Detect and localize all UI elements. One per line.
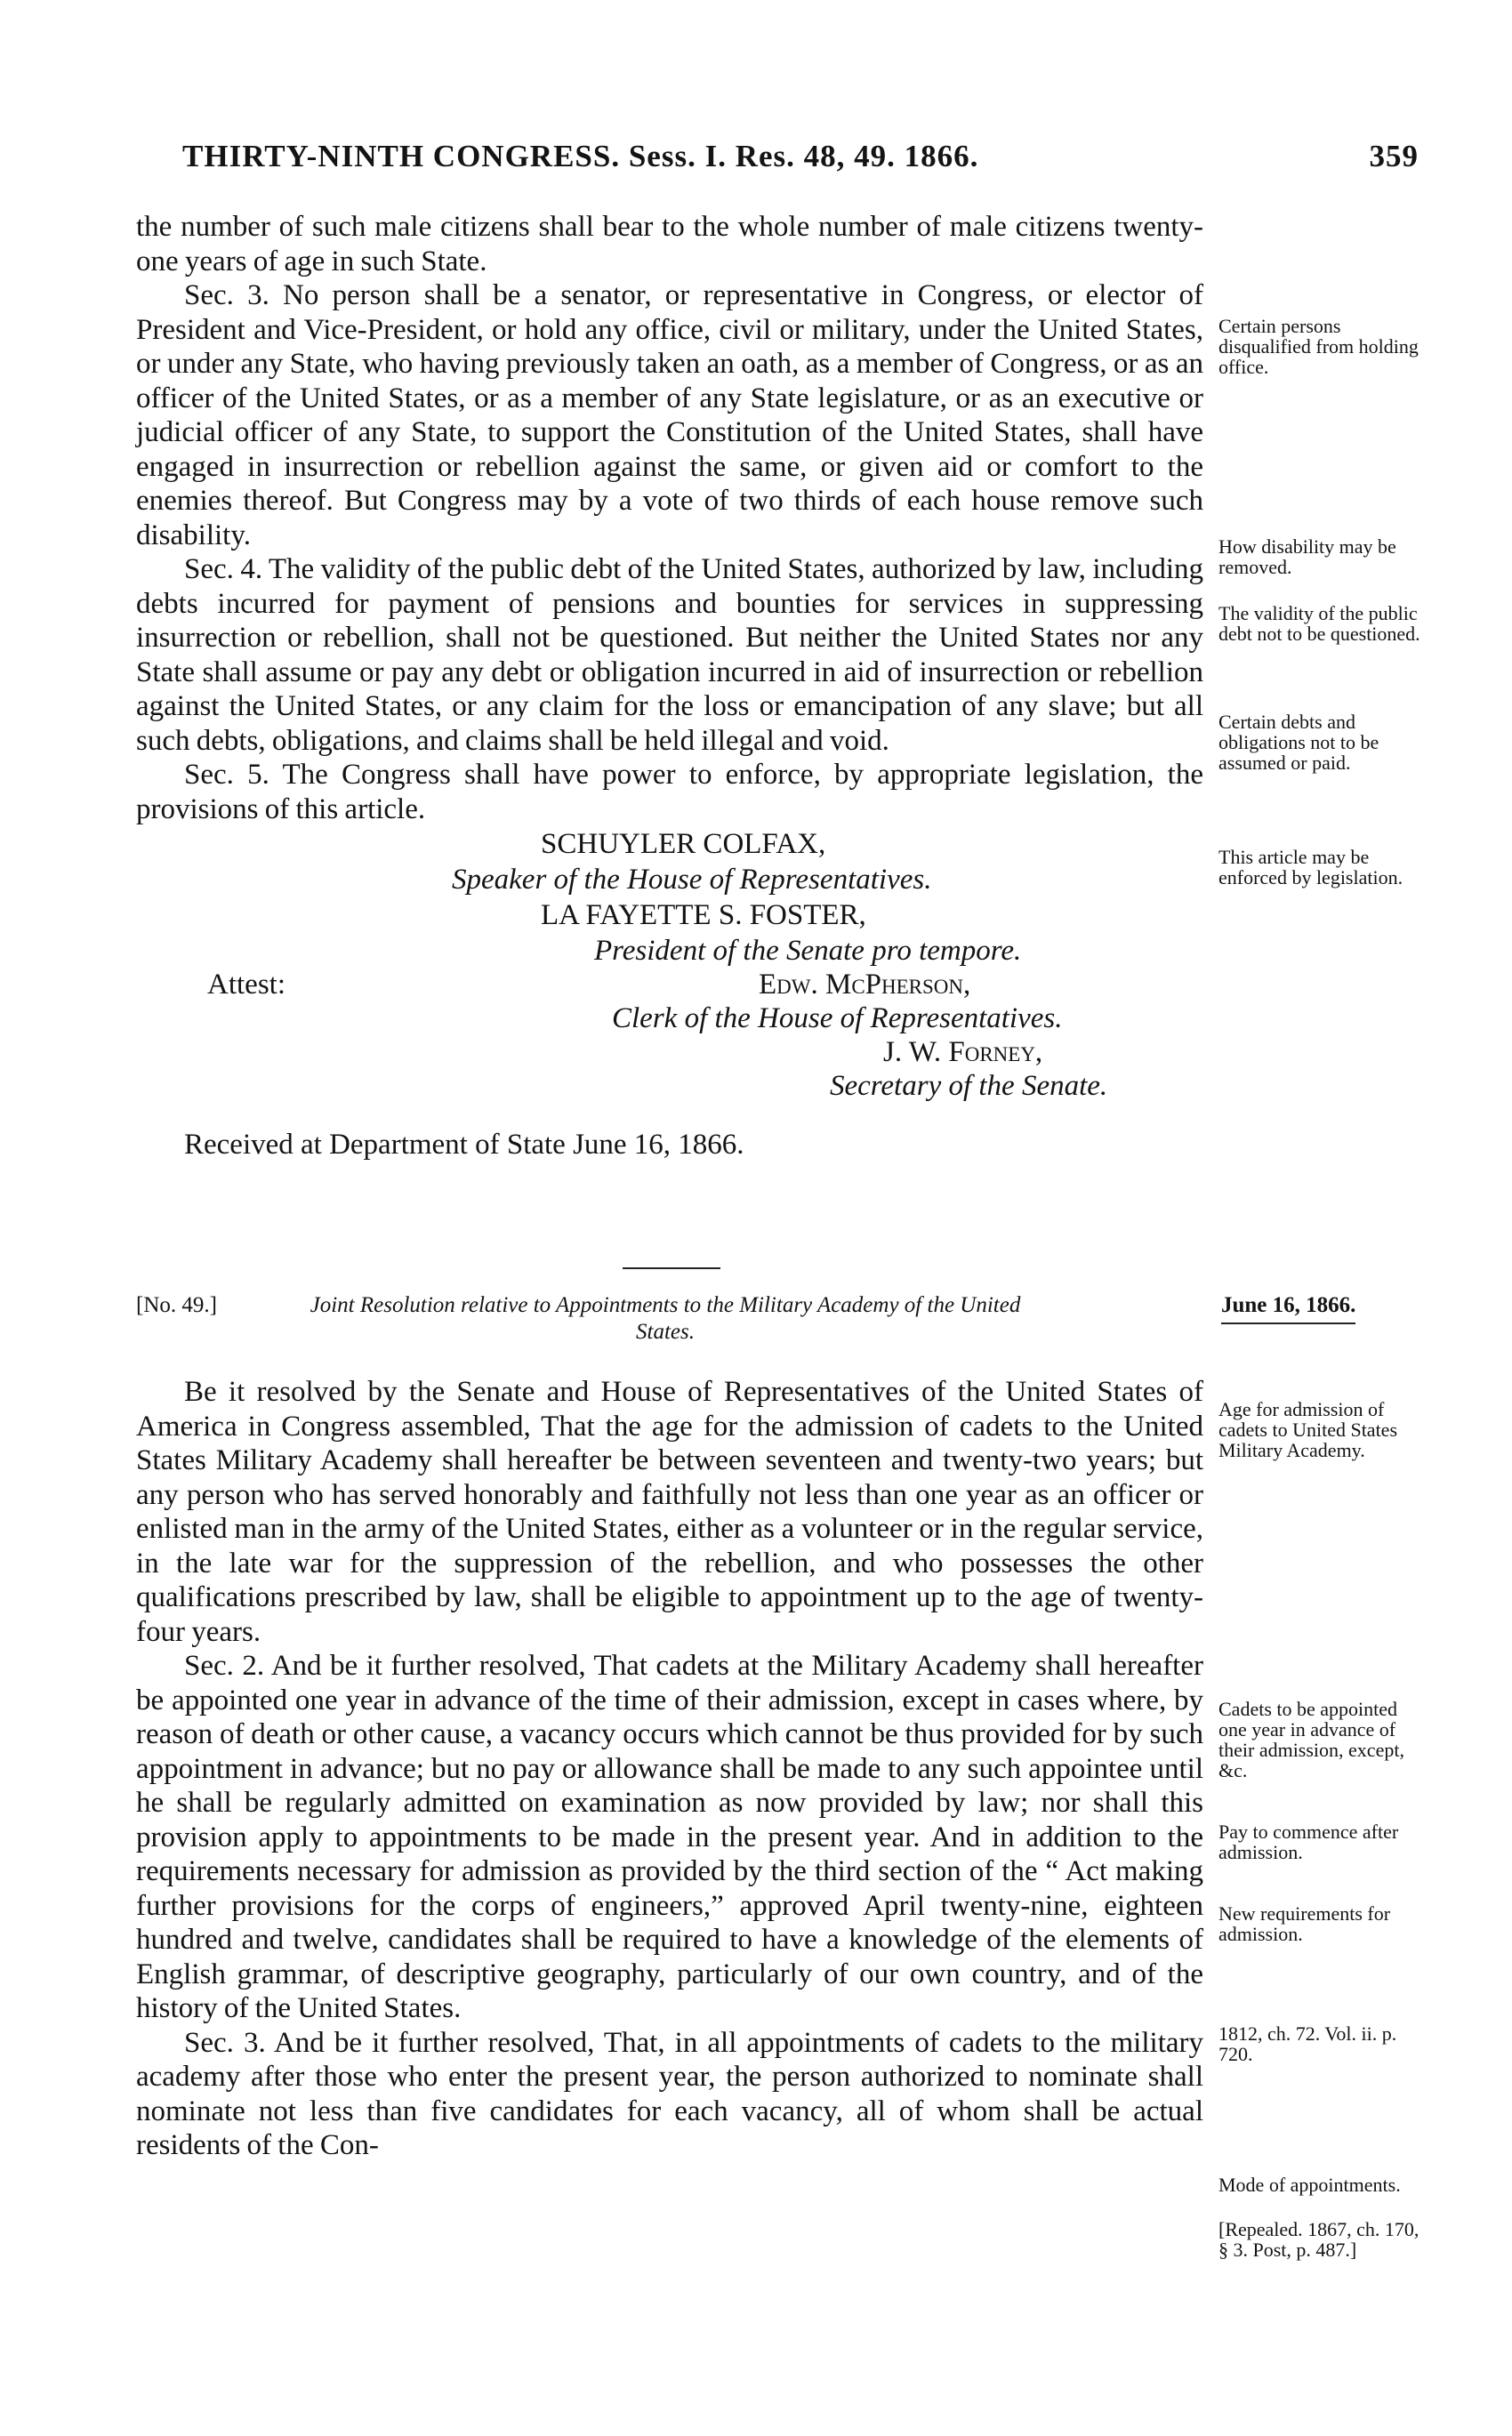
signer-name-colfax: SCHUYLER COLFAX,	[541, 828, 826, 860]
resolution-number: [No. 49.]	[136, 1293, 217, 1317]
resolution-body	[136, 1375, 1203, 2163]
received-line: Received at Department of State June 16, 1866.	[184, 1129, 744, 1161]
signer-title-clerk: Clerk of the House of Representatives.	[612, 1002, 1063, 1034]
running-header	[182, 133, 1419, 187]
margin-note: [Repealed. 1867, ch. 170, § 3. Post, p. 487.]	[1218, 2218, 1420, 2261]
margin-note: Pay to commence after admission.	[1218, 1821, 1399, 1863]
paragraph-continuation: the number of such male citizens shall bear to the whole number of male citizens twenty-one years of age in such State.	[136, 211, 1203, 277]
margin-note: The validity of the public debt not to be questioned.	[1218, 602, 1420, 645]
header-title: THIRTY-NINTH CONGRESS. Sess. I. Res. 48, 49. 1866.	[182, 139, 979, 173]
article-body	[136, 210, 1203, 1162]
paragraph-enacting: Be it resolved by the Senate and House of Representatives of the United States of America in Congress assembled, That the age for the admission of cadets to the United States Military Academy shall hereafter be between seventeen and twenty-two years; but any person who has served honorably and faithfully not less than one year as an officer or enlisted man in the army of the United States, either as a volunteer or in the regular service, in the late war for the suppression of the rebellion, and who possesses the other qualifications prescribed by law, shall be eligible to appointment up to the age of twenty-four years.	[136, 1376, 1203, 1648]
resolution-title: Joint Resolution relative to Appointments to the Military Academy of the United States.	[310, 1293, 1021, 1344]
margin-note: Mode of appointments.	[1218, 2174, 1401, 2196]
signer-name-mcpherson: Edw. McPherson,	[759, 969, 971, 1001]
paragraph-sec-4: Sec. 4. The validity of the public debt of the United States, authorized by law, including debts incurred for payment of pensions and bounties for services in suppressing insurrection or rebellion, shall not be questioned. But neither the United States nor any State shall assume or pay any debt or obligation incurred in aid of insurrection or rebellion against the United States, or any claim for the loss or emancipation of any slave; but all such debts, obligations, and claims shall be held illegal and void.	[136, 553, 1203, 757]
paragraph-sec-5: Sec. 5. The Congress shall have power to enforce, by appropriate legislation, the provisions of this article.	[136, 759, 1203, 825]
page-number: 359	[1369, 139, 1419, 173]
margin-note: Certain debts and obligations not to be assumed or paid.	[1218, 711, 1379, 774]
paragraph-res-sec-3: Sec. 3. And be it further resolved, That, in all appointments of cadets to the military academy after those who enter the present year, the person authorized to nominate shall nominate not less than five candidates for each vacancy, all of whom shall be actual residents of the Con-	[136, 2026, 1203, 2161]
margin-note: Certain persons disqualified from holding office.	[1218, 315, 1419, 378]
margin-note: How disability may be removed.	[1218, 535, 1396, 578]
signer-title-speaker: Speaker of the House of Representatives.	[452, 864, 932, 896]
signer-name-forney: J. W. Forney,	[883, 1036, 1043, 1068]
margin-note: This article may be enforced by legislation.	[1218, 846, 1403, 888]
margin-note: 1812, ch. 72. Vol. ii. p. 720.	[1218, 2022, 1397, 2065]
section-divider	[623, 1267, 720, 1269]
signer-title-secretary: Secretary of the Senate.	[830, 1070, 1108, 1102]
paragraph-sec-3: Sec. 3. No person shall be a senator, or representative in Congress, or elector of President and Vice-President, or hold any office, civil or military, under the United States, or under any State, who having previously taken an oath, as a member of Congress, or as an officer of the United States, or as a member of any State legislature, or as an executive or judicial officer of any State, to support the Constitution of the United States, shall have engaged in insurrection or rebellion against the same, or given aid or comfort to the enemies thereof. But Congress may by a vote of two thirds of each house remove such disability.	[136, 279, 1203, 551]
signer-title-president: President of the Senate pro tempore.	[594, 935, 1022, 967]
margin-note: Age for admission of cadets to United States Military Academy.	[1218, 1398, 1398, 1461]
attest-label: Attest:	[207, 969, 286, 1001]
signature-block	[136, 826, 1203, 1129]
signer-name-foster: LA FAYETTE S. FOSTER,	[541, 899, 866, 931]
margin-note: Cadets to be appointed one year in advance of their admission, except, &c.	[1218, 1698, 1404, 1781]
paragraph-res-sec-2: Sec. 2. And be it further resolved, That cadets at the Military Academy shall hereafter be appointed one year in advance of the time of their admission, except in cases where, by reason of death or other cause, a vacancy occurs which cannot be thus provided for by such appointment in advance; but no pay or allowance shall be made to any such appointee until he shall be regularly admitted on examination as now provided by law; nor shall this provision apply to appointments to be made in the present year. And in addition to the requirements necessary for admission as provided by the third section of the “ Act making further provisions for the corps of engineers,” approved April twenty-nine, eighteen hundred and twelve, candidates shall be required to have a knowledge of the elements of English grammar, of descriptive geography, particularly of our own country, and of the history of the United States.	[136, 1650, 1203, 2024]
margin-note: New requirements for admission.	[1218, 1902, 1391, 1945]
resolution-date: June 16, 1866.	[1221, 1292, 1355, 1324]
